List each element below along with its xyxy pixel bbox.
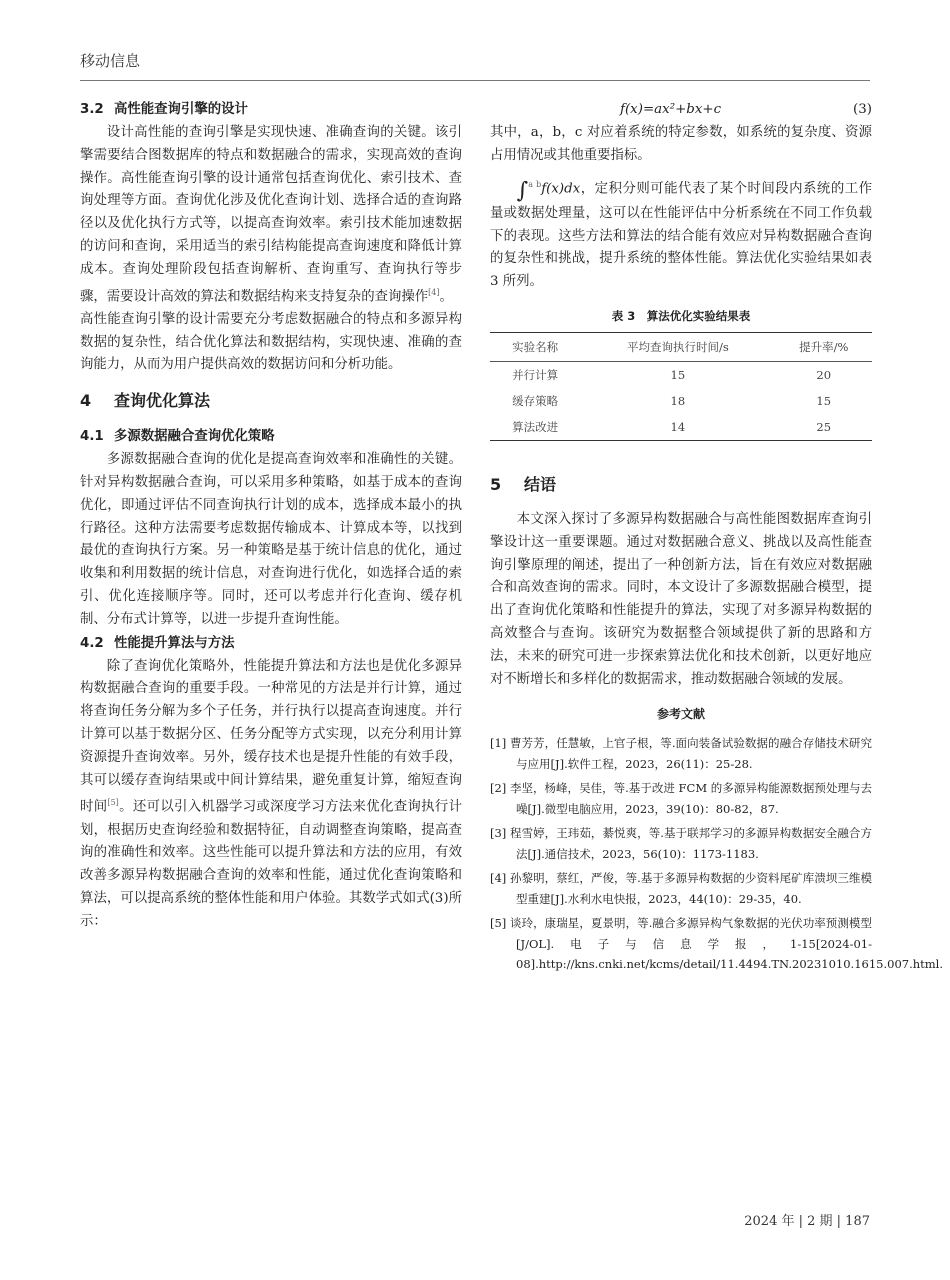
table-cell: 并行计算 (512, 368, 559, 383)
table-cell: 算法改进 (490, 414, 580, 441)
reference-item: [3] 程雪婷，王玮茹，綦悦爽，等.基于联邦学习的多源异构数据安全融合方法[J].通信技术，2023，56(10)：1173-1183. (490, 826, 872, 861)
table-caption: 表 3 算法优化实验结果表 (611, 309, 751, 324)
formula-number: (3) (853, 102, 872, 117)
reference-item: [4] 孙黎明，蔡红，严俊，等.基于多源异构数据的少资料尾矿库溃坝三维模型重建[J].水利水电快报，2023，44(10)：29-35，40. (490, 871, 872, 906)
section-4-2-para: 除了查询优化策略外，性能提升算法和方法也是优化多源异构数据融合查询的重要手段。一种常见的方法是并行计算，通过将查询任务分解为多个子任务，并行执行以提高查询速度。并行计算可以基于数据分区、任务分配等方式实现，以充分利用计算资源提升查询效率。另外，缓存技术也是提升性能的有效手段，其可以缓存查询结果或中间计算结果，避免重复计算，缩短查询时间[5]。还可以引入机器学习或深度学习方法来优化查询执行计划，根据历史查询经验和数据特征，自动调整查询策略，提高查询的准确性和效率。这些性能可以提升算法和方法的应用，有效改善多源异构数据融合查询的效率和性能，通过优化查询策略和算法，可以提高系统的整体性能和用户体验。其数学式如式(3)所示： (80, 658, 463, 929)
citation-4: [4] (428, 287, 440, 297)
header-rule (80, 80, 870, 81)
table-cell: 14 (580, 414, 775, 441)
section-4-2-heading: 4.2 性能提升算法与方法 (80, 635, 235, 651)
left-column (80, 98, 462, 934)
integral-para: ∫$^{a b}$f(x)dx，定积分则可能代表了某个时间段内系统的工作量或数据处理量，这可以在性能评估中分析系统在不同工作负载下的表现。这些方法和算法的结合能有效应对异构数据融合查询的复杂性和挑战，提升系统的整体性能。算法优化实验结果如表 3 所列。 (490, 178, 872, 290)
section-3-2-para-2: 高性能查询引擎的设计需要充分考虑数据融合的特点和多源异构数据的复杂性，结合优化算法和数据结构，实现快速、准确的查询能力，从而为用户提供高效的数据访问和分析功能。 (80, 311, 462, 373)
table-header-cell: 实验名称 (490, 333, 580, 362)
table-cell: 18 (670, 394, 686, 409)
integral-symbol: ∫ (516, 178, 529, 204)
citation-5: [5] (107, 798, 119, 808)
journal-header: 移动信息 (80, 52, 141, 70)
integral-limits: a b (528, 179, 542, 189)
table-row (490, 414, 872, 441)
table-cell: 25 (775, 414, 872, 441)
right-column (490, 98, 944, 979)
reference-item: [2] 李坚，杨峰，吴佳，等.基于改进 FCM 的多源异构能源数据预处理与去噪[J].微型电脑应用，2023，39(10)：80-82，87. (490, 781, 872, 816)
integral-expression: f(x)dx (541, 181, 581, 197)
reference-item: [1] 曹芳芳，任慧敏，上官子根，等.面向装备试验数据的融合存储技术研究与应用[J].软件工程，2023，26(11)：25-28. (490, 736, 872, 771)
section-4-1-para: 多源数据融合查询的优化是提高查询效率和准确性的关键。针对异构数据融合查询，可以采用多种策略，如基于成本的查询优化，即通过评估不同查询执行计划的成本，选择成本最小的执行路径。这种方法需要考虑数据传输成本、计算成本等，以找到最优的查询执行方案。另一种策略是基于统计信息的优化，通过收集和利用数据的统计信息，对查询进行优化，如选择合适的索引、优化连接顺序等。同时，还可以考虑并行化查询、缓存机制、分布式计算等，以进一步提升查询性能。 (80, 452, 462, 627)
table-row (490, 362, 872, 389)
section-3-2-heading: 3.2 高性能查询引擎的设计 (80, 102, 248, 117)
conclusion-para: 本文深入探讨了多源异构数据融合与高性能图数据库查询引擎设计这一重要课题。通过对数据融合意义、挑战以及高性能查询引擎原理的阐述，提出了一种创新方法，旨在有效应对数据融合和高效查询的需求。同时，本文设计了多源数据融合模型，提出了查询优化策略和性能提升的算法，实现了对多源异构数据的高效整合与查询。该研究为数据整合领域提供了新的思路和方法，未来的研究可进一步探索算法优化和技术创新，以更好地应对不断增长和多样化的数据需求，推动数据融合领域的发展。 (490, 512, 872, 687)
references-heading: 参考文献 (656, 707, 705, 722)
table-cell: 15 (816, 394, 832, 409)
table-header-row (490, 333, 872, 362)
table-header-cell: 平均查询执行时间/s (580, 333, 775, 362)
table-cell: 20 (816, 368, 832, 383)
table-cell: 缓存策略 (512, 394, 559, 409)
section-4-1-heading: 4.1 多源数据融合查询优化策略 (80, 429, 275, 445)
table-cell: 15 (670, 368, 686, 383)
formula-3 (490, 98, 872, 122)
formula-params-para: 其中，a，b，c 对应着系统的特定参数，如系统的复杂度、资源占用情况或其他重要指标。 (490, 125, 872, 163)
section-4-heading: 4 查询优化算法 (80, 391, 211, 411)
reference-item: [5] 谈玲，康瑞星，夏景明，等.融合多源异构气象数据的光伏功率预测模型[J/OL].电子与信息学报，1-15[2024-01-08].http://kns.cnki.net/kcms/detail/11.4494.TN.20231010.1615.007.html. (490, 916, 944, 972)
section-5-heading: 5 结语 (490, 475, 557, 495)
page-footer: 2024 年 | 2 期 | 187 (744, 1214, 870, 1229)
table-row (490, 388, 872, 414)
formula-expression: f(x)=ax²+bx+c (620, 102, 722, 117)
table-header-cell: 提升率/% (775, 333, 872, 362)
section-3-2-para-1: 设计高性能的查询引擎是实现快速、准确查询的关键。该引擎需要结合图数据库的特点和数据融合的需求，实现高效的查询操作。高性能查询引擎的设计通常包括查询优化、索引技术、查询处理等方面。查询优化涉及优化查询计划、选择合适的查询路径以及优化执行方式等，以提高查询效率。索引技术能加速数据的访问和查询，采用适当的索引结构能提高查询速度和降低计算成本。查询处理阶段包括查询解析、查询重写、查询执行等步骤，需要设计高效的算法和数据结构来支持复杂的查询操作[4]。 (80, 125, 462, 305)
results-table (490, 332, 872, 441)
